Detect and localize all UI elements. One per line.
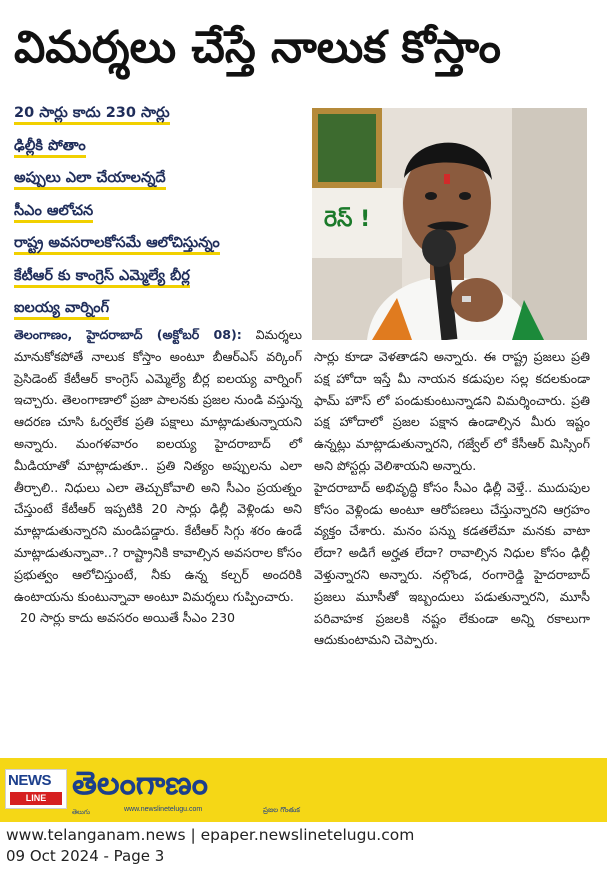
deck-line: అప్పులు ఎలా చేయాలన్నదే [14, 170, 166, 190]
deck-line: ఢిల్లీకి పోతాం [14, 138, 86, 158]
logo-line-text: LINE [10, 792, 62, 805]
brand-url: www.newslinetelugu.com [124, 806, 203, 813]
deck-line: కేటీఆర్ కు కాంగ్రెస్ ఎమ్మెల్యే బీర్ల [14, 268, 190, 288]
footer-websites: www.telanganam.news | epaper.newslinetelugu.com [6, 826, 415, 844]
logo-news-text: NEWS [8, 772, 51, 789]
article-column-left [14, 324, 302, 629]
deck-line: సీఎం ఆలోచన [14, 203, 93, 223]
deck-line: ఐలయ్య వార్నింగ్ [14, 300, 109, 320]
footer-date-page: 09 Oct 2024 - Page 3 [6, 847, 165, 865]
paragraph-text: విమర్శలు మానుకోకపోతే నాలుక కోస్తాం అంటూ బీఆర్ఎస్ వర్కింగ్ ప్రెసిడెంట్ కేటీఆర్ కాంగ్రెస్ ఎమ్మెల్యే బీర్ల ఐలయ్య వార్నింగ్ ఇచ్చారు. తెలంగాణాలో ప్రజా పాలనకు ప్రజల నుండి వస్తున్న ఆదరణ చూసి ఓర్వలేక ప్రతి పక్షాలు మాట్లాడుతున్నాయని అన్నారు. మంగళవారం ఐలయ్య హైదరాబాద్ లో మీడియాతో మాట్లాడుతూ.. ప్రతి నిత్యం అప్పులను ఎలా తీర్చాలి.. నిధులు ఎలా తెచ్చుకోవాలి అని సీఎం ప్రయత్నం చేస్తుంటే కేటీఆర్ ఇప్పటికి 20 సార్లు ఢిల్లీ వెళ్లిండు అని మాట్లాడుతున్నారని మండిపడ్డారు. కేటీఆర్ సిగ్గు శరం ఉండే మాట్లాడుతున్నావా..? రాష్ట్రానికి కావాల్సిన అవసరాల కోసం ప్రభుత్వం ఆలోచిస్తుంటే, నీకు ఉన్న కల్చర్ అందరికి ఉంటాయను కుంటున్నావా అంటూ విమర్శలు గుప్పించారు. [14, 327, 302, 604]
brand-name: తెలంగాణం [72, 764, 208, 802]
brand-small-text: తెలుగు [72, 808, 90, 816]
article-paragraph: సార్లు కూడా వెళతాడని అన్నారు. ఈ రాష్ట్ర ప్రజలు ప్రతి పక్ష హోదా ఇస్తే మీ నాయన కడుపుల సల్ల కదలకుండా ఫామ్ హౌస్ లో పండుకుంటున్నాడని విమర్శించారు. ప్రతి పక్ష హోదాలో ప్రజల పక్షాన ఉండాల్సిన మీరు ఇష్టం ఉన్నట్లు మాట్లాడుతున్నారని, గజ్వేల్ లో కేసీఆర్ మిస్సింగ్ అని పోస్టర్లు వెలిశాయని అన్నారు. [314, 349, 590, 473]
speaker-photo [312, 108, 587, 340]
brand-tagline: ప్రజల గొంతుక [263, 806, 300, 814]
article-paragraph: హైదరాబాద్ అభివృద్ధి కోసం సీఎం ఢిల్లీ వెళ్తే.. ముదుపుల కోసం వెళ్లిండు అంటూ ఆరోపణలు చేస్తున్నారని ఆగ్రహం వ్యక్తం చేశారు. మనం పన్ను కడతలేమా మనకు వాటా లేదా? అడిగే అర్హత లేదా? రావాల్సిన నిధుల కోసం ఢిల్లీ వెళ్తున్నారని అన్నారు. నల్గొండ, రంగారెడ్డి హైదరాబాద్ ప్రజలు మూసీతో ఇబ్బందులు పడుతున్నారని, మూసీ పరివాహక ప్రజలకి నష్టం లేకుండా అన్ని రకాలుగా ఆదుకుంటామని చెప్పారు. [314, 479, 590, 648]
deck-highlights [14, 98, 304, 326]
deck-line: 20 సార్లు కాదు 230 సార్లు [14, 105, 170, 125]
article-paragraph [14, 324, 302, 607]
speaker-photo-illustration [312, 108, 587, 340]
article-column-right [314, 346, 590, 651]
newsline-logo [5, 769, 67, 809]
photo-banner-text: రెస్ ! [324, 207, 371, 232]
headline: విమర్శలు చేస్తే నాలుక కోస్తాం [14, 22, 501, 73]
dateline: తెలంగాణం, హైదరాబాద్ (అక్టోబర్ 08): [14, 327, 242, 342]
deck-line: రాష్ట్ర అవసరాలకోసమే ఆలోచిస్తున్నం [14, 235, 220, 255]
article-paragraph: 20 సార్లు కాదు అవసరం అయితే సీఎం 230 [20, 610, 236, 626]
